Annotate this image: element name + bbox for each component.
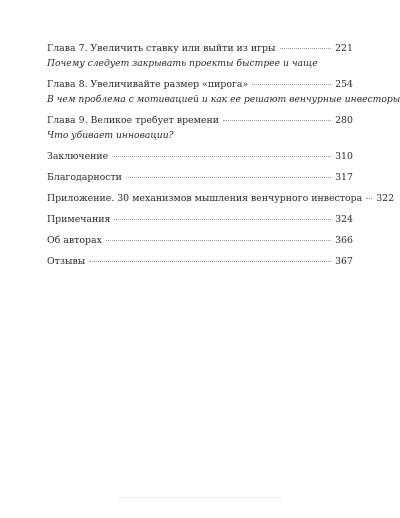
toc-entry-about-authors[interactable] [47, 235, 353, 247]
toc-entry-page: 254 [335, 79, 353, 90]
toc-entry-page: 367 [335, 256, 353, 267]
dot-leader [126, 177, 331, 178]
toc-entry-conclusion[interactable] [47, 151, 353, 163]
toc-entry-title: Заключение [47, 151, 109, 162]
dot-leader [366, 198, 372, 199]
toc-entry-page: 366 [335, 235, 353, 246]
toc-entry-title: Примечания [47, 214, 111, 225]
toc-entry-title: Глава 8. Увеличивайте размер «пирога» [47, 79, 249, 90]
dot-leader [114, 219, 331, 220]
toc-entry-page: 280 [335, 115, 353, 126]
toc-entry-page: 322 [376, 193, 395, 204]
page-bottom-divider [118, 497, 282, 498]
toc-entry-page: 317 [335, 172, 353, 183]
toc-entry-page: 221 [335, 43, 353, 54]
toc-entry-title: Благодарности [47, 172, 122, 183]
table-of-contents [47, 43, 400, 277]
toc-entry-chapter-8[interactable] [47, 79, 400, 106]
toc-entry-title: Отзывы [47, 256, 86, 267]
dot-leader [280, 48, 332, 49]
toc-entry-page: 324 [335, 214, 353, 225]
toc-entry-title: Глава 7. Увеличить ставку или выйти из игры [47, 43, 276, 54]
toc-entry-title: Об авторах [47, 235, 102, 246]
toc-entry-subtitle: Почему следует закрывать проекты быстрее и чаще [47, 58, 318, 69]
toc-entry-notes[interactable] [47, 214, 353, 226]
toc-entry-title: Приложение. 30 механизмов мышления венчурного инвестора [47, 193, 363, 204]
dot-leader [106, 240, 331, 241]
toc-entry-reviews[interactable] [47, 256, 353, 268]
dot-leader [89, 261, 331, 262]
dot-leader [112, 156, 331, 157]
dot-leader [252, 84, 331, 85]
toc-entry-acknowledgements[interactable] [47, 172, 353, 184]
dot-leader [223, 120, 331, 121]
toc-entry-chapter-9[interactable] [47, 115, 353, 142]
toc-entry-chapter-7[interactable] [47, 43, 353, 70]
toc-entry-title: Глава 9. Великое требует времени [47, 115, 219, 126]
toc-entry-subtitle: В чем проблема с мотивацией и как ее решают венчурные инвесторы [47, 94, 400, 105]
toc-entry-page: 310 [335, 151, 353, 162]
toc-entry-subtitle: Что убивает инновации? [47, 130, 174, 141]
toc-entry-appendix[interactable] [47, 193, 395, 205]
